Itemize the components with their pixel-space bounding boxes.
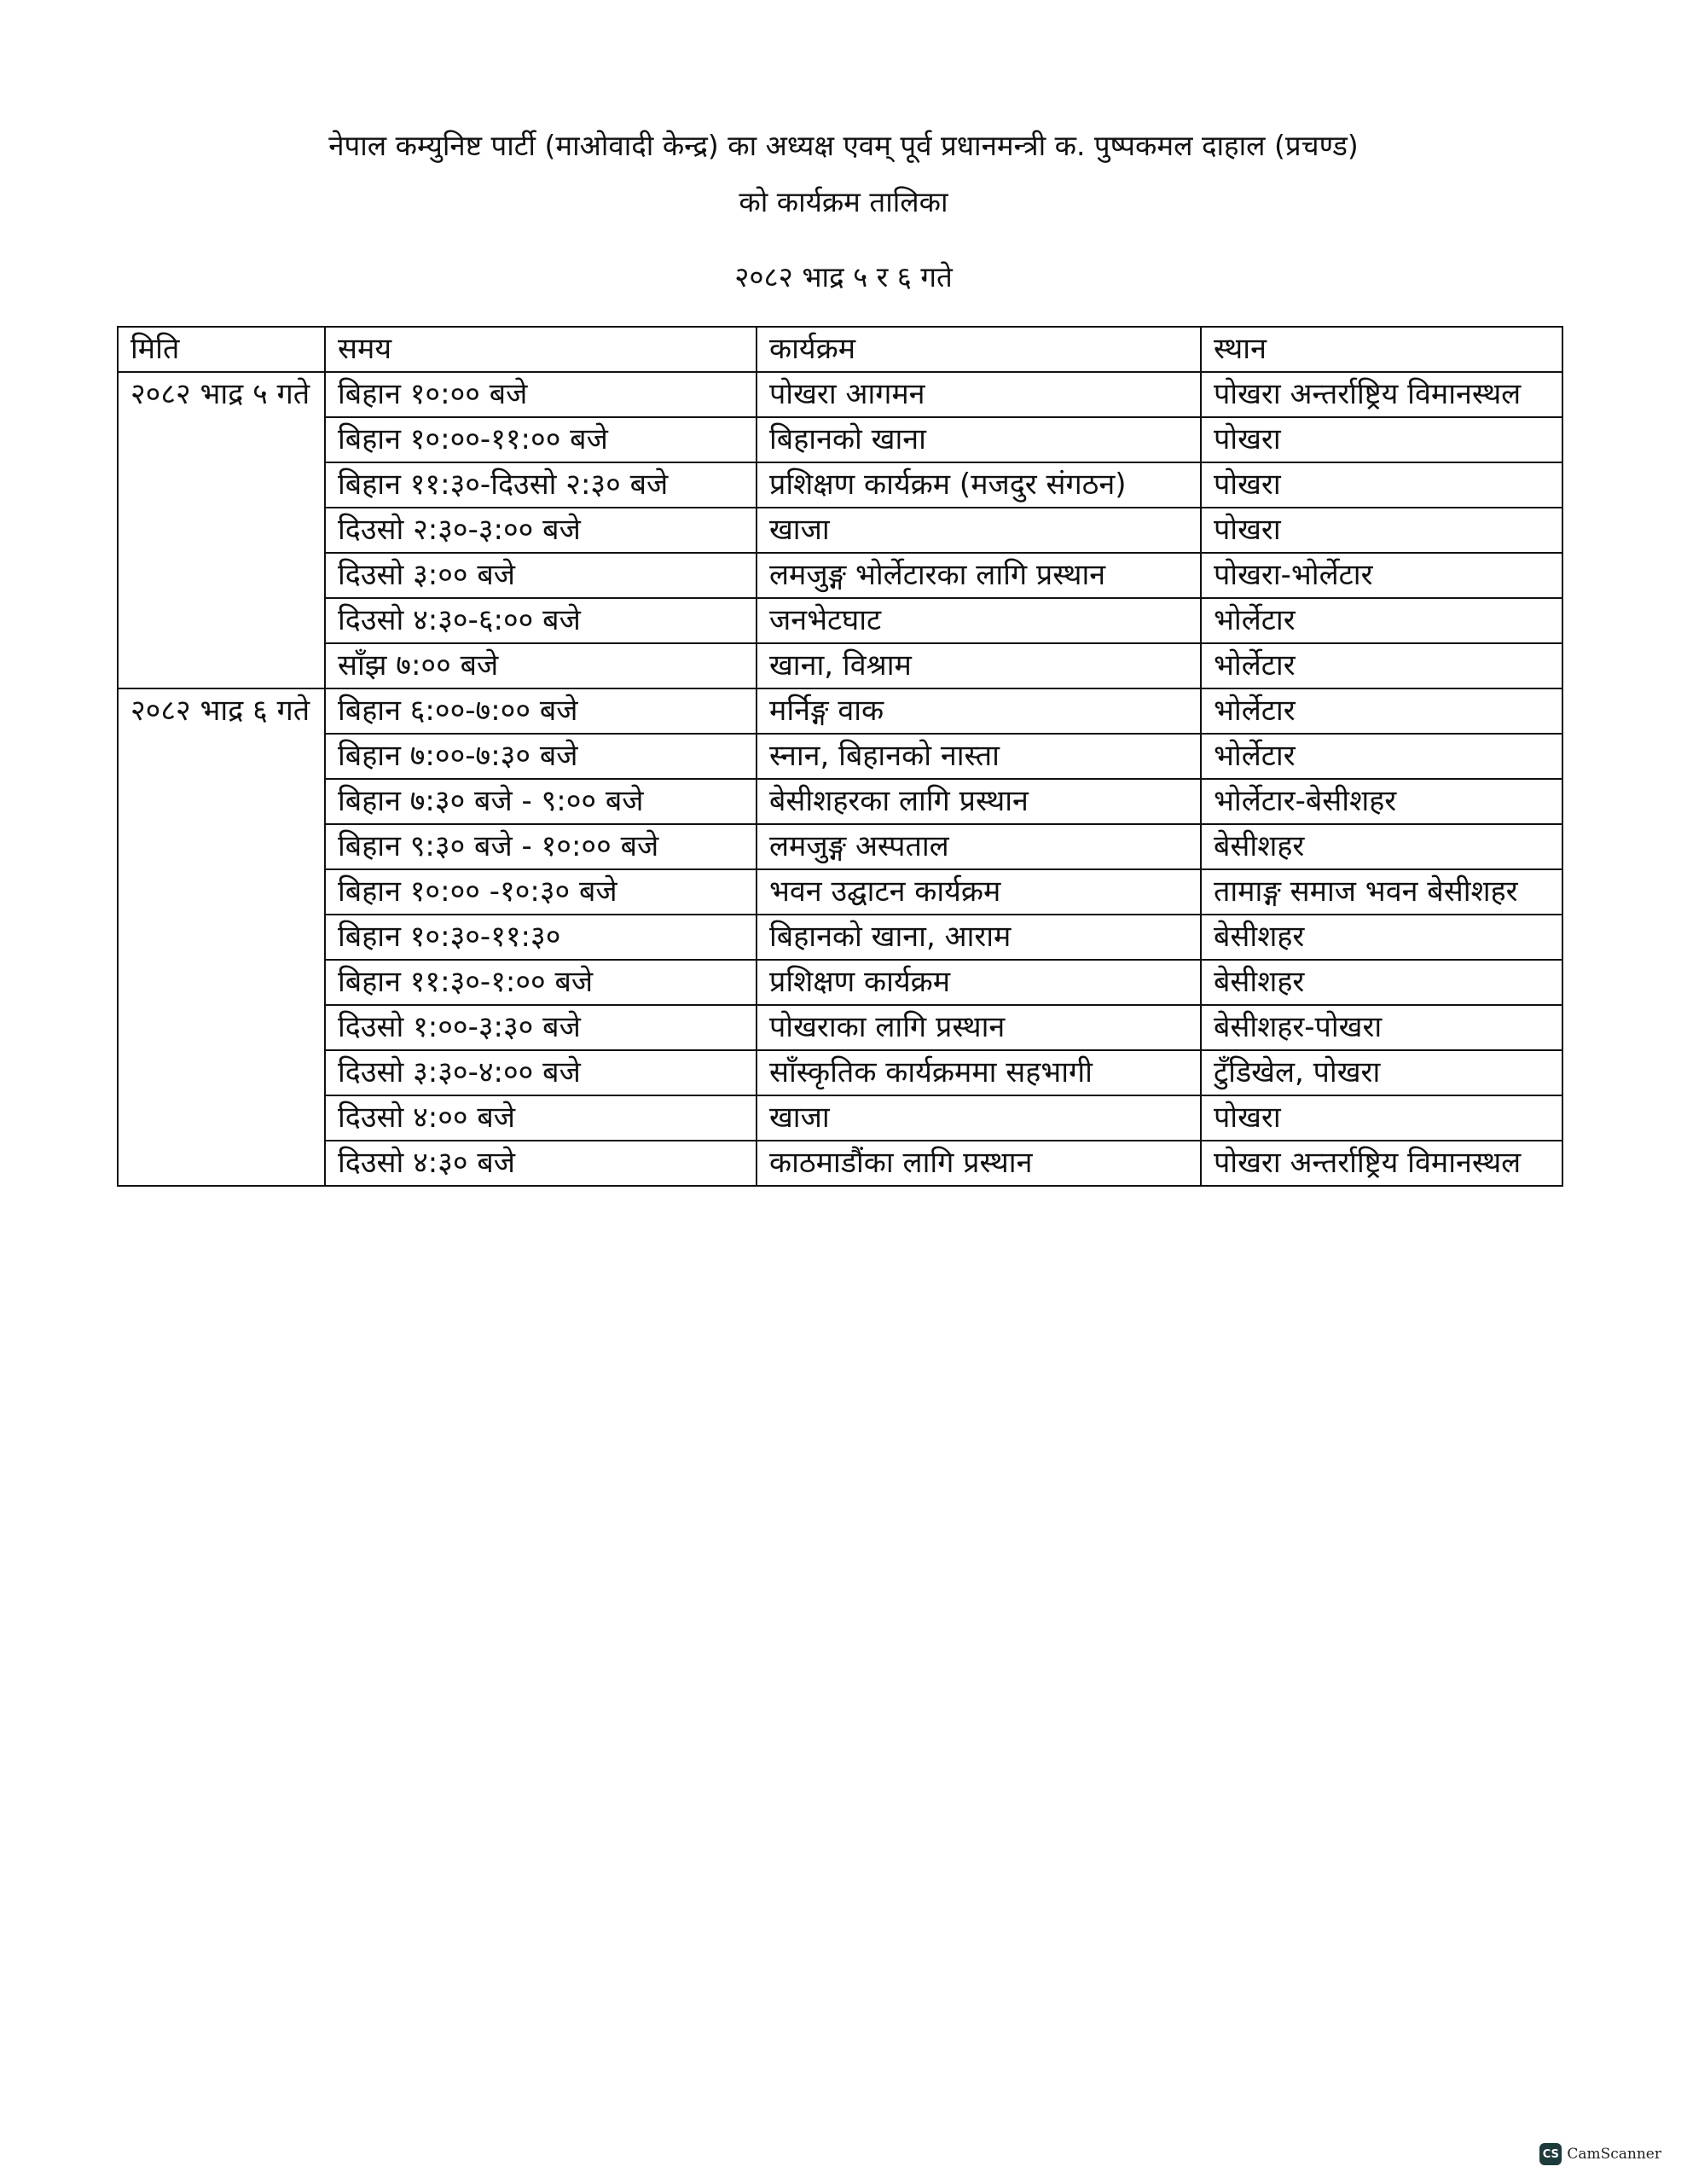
table-row <box>118 462 1562 508</box>
time-cell: बिहान १०:००-११:०० बजे <box>325 417 757 462</box>
camscanner-label: CamScanner <box>1567 2146 1661 2163</box>
program-cell: प्रशिक्षण कार्यक्रम <box>757 960 1201 1005</box>
program-cell: बिहानको खाना, आराम <box>757 915 1201 960</box>
program-cell: लमजुङ्ग अस्पताल <box>757 824 1201 869</box>
time-cell: बिहान १०:०० -१०:३० बजे <box>325 869 757 915</box>
venue-cell: पोखरा <box>1201 462 1562 508</box>
date-cell-day2: २०८२ भाद्र ६ गते <box>118 688 325 1186</box>
venue-cell: भोर्लेटार-बेसीशहर <box>1201 779 1562 824</box>
table-row <box>118 643 1562 688</box>
table-row <box>118 598 1562 643</box>
program-cell: खाजा <box>757 508 1201 553</box>
table-row <box>118 869 1562 915</box>
program-cell: खाजा <box>757 1095 1201 1141</box>
program-cell: बेसीशहरका लागि प्रस्थान <box>757 779 1201 824</box>
time-cell: बिहान ११:३०-१:०० बजे <box>325 960 757 1005</box>
time-cell: दिउसो ४:०० बजे <box>325 1095 757 1141</box>
venue-cell: पोखरा-भोर्लेटार <box>1201 553 1562 598</box>
program-cell: पोखराका लागि प्रस्थान <box>757 1005 1201 1050</box>
time-cell: दिउसो ३:३०-४:०० बजे <box>325 1050 757 1095</box>
venue-cell: टुँडिखेल, पोखरा <box>1201 1050 1562 1095</box>
time-cell: दिउसो ३:०० बजे <box>325 553 757 598</box>
header-time: समय <box>325 327 757 372</box>
program-cell: लमजुङ्ग भोर्लेटारका लागि प्रस्थान <box>757 553 1201 598</box>
venue-cell: बेसीशहर <box>1201 915 1562 960</box>
time-cell: बिहान ११:३०-दिउसो २:३० बजे <box>325 462 757 508</box>
program-cell: काठमाडौंका लागि प्रस्थान <box>757 1141 1201 1186</box>
venue-cell: भोर्लेटार <box>1201 598 1562 643</box>
table-row <box>118 960 1562 1005</box>
camscanner-logo-icon: CS <box>1539 2143 1562 2165</box>
time-cell: बिहान ९:३० बजे - १०:०० बजे <box>325 824 757 869</box>
header-program: कार्यक्रम <box>757 327 1201 372</box>
program-cell: जनभेटघाट <box>757 598 1201 643</box>
venue-cell: भोर्लेटार <box>1201 688 1562 734</box>
venue-cell: तामाङ्ग समाज भवन बेसीशहर <box>1201 869 1562 915</box>
venue-cell: बेसीशहर <box>1201 824 1562 869</box>
program-cell: खाना, विश्राम <box>757 643 1201 688</box>
venue-cell: पोखरा <box>1201 1095 1562 1141</box>
program-cell: पोखरा आगमन <box>757 372 1201 417</box>
venue-cell: पोखरा अन्तर्राष्ट्रिय विमानस्थल <box>1201 1141 1562 1186</box>
date-cell-day1: २०८२ भाद्र ५ गते <box>118 372 325 688</box>
table-row <box>118 1095 1562 1141</box>
program-cell: बिहानको खाना <box>757 417 1201 462</box>
venue-cell: भोर्लेटार <box>1201 734 1562 779</box>
time-cell: दिउसो १:००-३:३० बजे <box>325 1005 757 1050</box>
schedule-table <box>117 326 1563 1187</box>
venue-cell: पोखरा <box>1201 417 1562 462</box>
table-row <box>118 688 1562 734</box>
title-line-2: को कार्यक्रम तालिका <box>739 185 948 218</box>
program-cell: प्रशिक्षण कार्यक्रम (मजदुर संगठन) <box>757 462 1201 508</box>
camscanner-watermark <box>1539 2143 1661 2165</box>
header-date: मिति <box>118 327 325 372</box>
time-cell: बिहान १०:०० बजे <box>325 372 757 417</box>
program-cell: भवन उद्घाटन कार्यक्रम <box>757 869 1201 915</box>
table-row <box>118 508 1562 553</box>
time-cell: साँझ ७:०० बजे <box>325 643 757 688</box>
time-cell: बिहान १०:३०-११:३० <box>325 915 757 960</box>
title-line-1: नेपाल कम्युनिष्ट पार्टी (माओवादी केन्द्र) का अध्यक्ष एवम् पूर्व प्रधानमन्त्री क. पुष्पकमल दाहाल (प्रचण्ड) <box>328 129 1359 162</box>
program-cell: मर्निङ्ग वाक <box>757 688 1201 734</box>
venue-cell: पोखरा अन्तर्राष्ट्रिय विमानस्थल <box>1201 372 1562 417</box>
time-cell: बिहान ७:३० बजे - ९:०० बजे <box>325 779 757 824</box>
table-row <box>118 779 1562 824</box>
time-cell: दिउसो ४:३० बजे <box>325 1141 757 1186</box>
venue-cell: बेसीशहर <box>1201 960 1562 1005</box>
document-header <box>0 118 1687 305</box>
table-row <box>118 915 1562 960</box>
table-header-row <box>118 327 1562 372</box>
header-venue: स्थान <box>1201 327 1562 372</box>
table-row <box>118 1141 1562 1186</box>
program-cell: स्नान, बिहानको नास्ता <box>757 734 1201 779</box>
table-row <box>118 734 1562 779</box>
table-row <box>118 553 1562 598</box>
table-row <box>118 417 1562 462</box>
table-row <box>118 1005 1562 1050</box>
schedule-date: २०८२ भाद्र ५ र ६ गते <box>734 260 953 293</box>
table-row <box>118 372 1562 417</box>
time-cell: दिउसो ४:३०-६:०० बजे <box>325 598 757 643</box>
venue-cell: बेसीशहर-पोखरा <box>1201 1005 1562 1050</box>
time-cell: बिहान ६:००-७:०० बजे <box>325 688 757 734</box>
program-cell: साँस्कृतिक कार्यक्रममा सहभागी <box>757 1050 1201 1095</box>
venue-cell: पोखरा <box>1201 508 1562 553</box>
venue-cell: भोर्लेटार <box>1201 643 1562 688</box>
time-cell: दिउसो २:३०-३:०० बजे <box>325 508 757 553</box>
table-row <box>118 824 1562 869</box>
time-cell: बिहान ७:००-७:३० बजे <box>325 734 757 779</box>
table-row <box>118 1050 1562 1095</box>
